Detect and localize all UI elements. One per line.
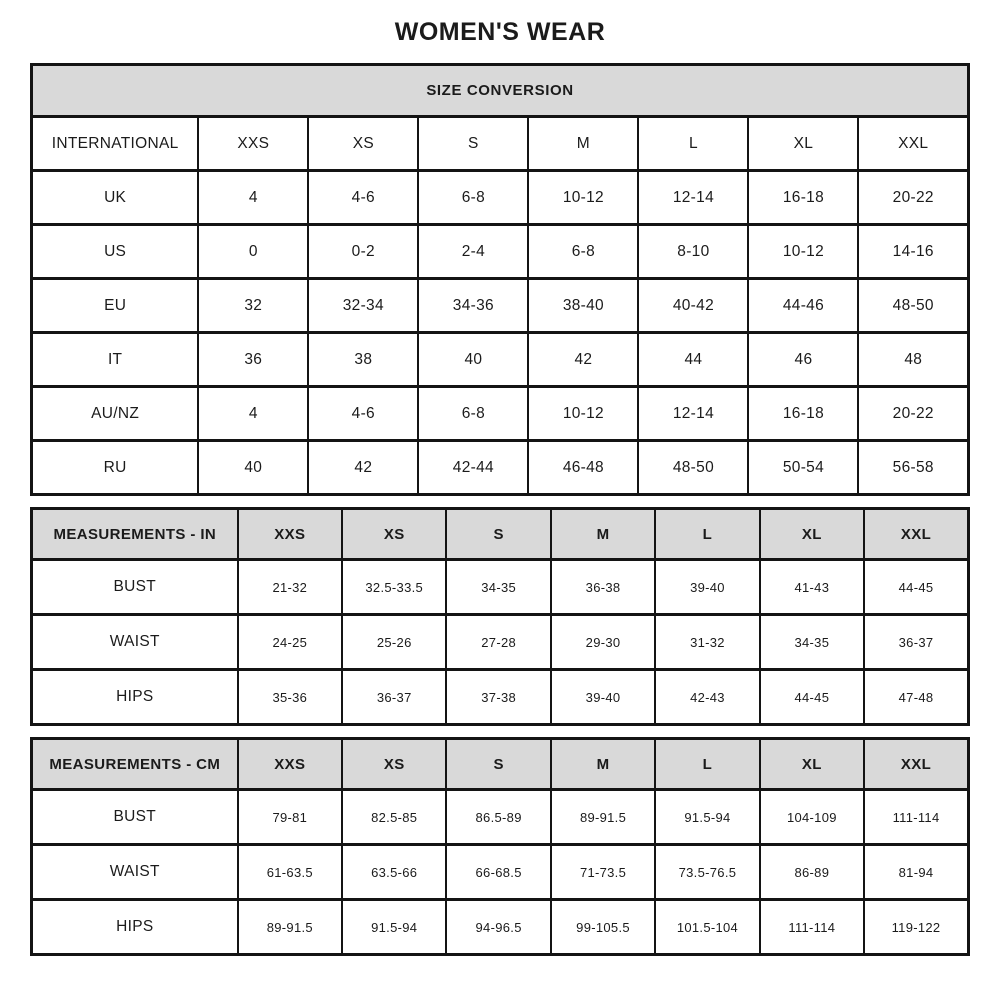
col-header-xxl: XXL xyxy=(864,509,968,560)
size-cell: 32-34 xyxy=(308,279,418,333)
measure-cell: 31-32 xyxy=(655,615,759,670)
table-row-eu xyxy=(32,279,969,333)
row-label: AU/NZ xyxy=(32,387,199,441)
measure-cell: 104-109 xyxy=(760,790,864,845)
measure-cell: 79-81 xyxy=(238,790,342,845)
table-row-bust-cm xyxy=(32,790,969,845)
col-header-xxl: XXL xyxy=(864,739,968,790)
measure-cell: 36-38 xyxy=(551,560,655,615)
size-cell: 10-12 xyxy=(748,225,858,279)
size-cell: 40 xyxy=(418,333,528,387)
measure-cell: 66-68.5 xyxy=(446,845,550,900)
size-cell: 42 xyxy=(308,441,418,495)
size-cell: 6-8 xyxy=(528,225,638,279)
col-header-xxs: XXS xyxy=(238,739,342,790)
size-cell: 40 xyxy=(198,441,308,495)
measure-cell: 89-91.5 xyxy=(238,900,342,955)
size-cell: 48-50 xyxy=(858,279,968,333)
measure-cell: 99-105.5 xyxy=(551,900,655,955)
col-header-m: M xyxy=(551,509,655,560)
measurements-in-header-row xyxy=(32,509,969,560)
measure-cell: 63.5-66 xyxy=(342,845,446,900)
size-cell: 42-44 xyxy=(418,441,528,495)
col-header-international: INTERNATIONAL xyxy=(32,117,199,171)
size-cell: 46 xyxy=(748,333,858,387)
size-cell: 0-2 xyxy=(308,225,418,279)
row-label: BUST xyxy=(32,790,238,845)
size-conversion-table xyxy=(30,63,970,496)
size-cell: 16-18 xyxy=(748,387,858,441)
size-cell: 46-48 xyxy=(528,441,638,495)
size-cell: 2-4 xyxy=(418,225,528,279)
measure-cell: 41-43 xyxy=(760,560,864,615)
size-cell: 4 xyxy=(198,387,308,441)
table-row-waist-cm xyxy=(32,845,969,900)
table-row-bust-in xyxy=(32,560,969,615)
page-title: WOMEN'S WEAR xyxy=(394,18,606,46)
table-row-it xyxy=(32,333,969,387)
measure-cell: 44-45 xyxy=(760,670,864,725)
col-header-measurements-cm: MEASUREMENTS - CM xyxy=(32,739,238,790)
row-label: BUST xyxy=(32,560,238,615)
measure-cell: 86-89 xyxy=(760,845,864,900)
size-cell: 20-22 xyxy=(858,171,968,225)
size-cell: 40-42 xyxy=(638,279,748,333)
size-cell: 44 xyxy=(638,333,748,387)
row-label: UK xyxy=(32,171,199,225)
row-label: WAIST xyxy=(32,845,238,900)
row-label: HIPS xyxy=(32,900,238,955)
size-cell: 10-12 xyxy=(528,171,638,225)
measure-cell: 44-45 xyxy=(864,560,968,615)
table-row-hips-cm xyxy=(32,900,969,955)
table-row-ru xyxy=(32,441,969,495)
measure-cell: 101.5-104 xyxy=(655,900,759,955)
col-header-xs: XS xyxy=(308,117,418,171)
measure-cell: 32.5-33.5 xyxy=(342,560,446,615)
row-label: HIPS xyxy=(32,670,238,725)
size-cell: 12-14 xyxy=(638,171,748,225)
col-header-m: M xyxy=(551,739,655,790)
col-header-xl: XL xyxy=(760,509,864,560)
size-cell: 42 xyxy=(528,333,638,387)
col-header-l: L xyxy=(655,509,759,560)
col-header-measurements-in: MEASUREMENTS - IN xyxy=(32,509,238,560)
size-cell: 10-12 xyxy=(528,387,638,441)
measure-cell: 119-122 xyxy=(864,900,968,955)
measure-cell: 29-30 xyxy=(551,615,655,670)
col-header-xxs: XXS xyxy=(198,117,308,171)
measure-cell: 39-40 xyxy=(655,560,759,615)
col-header-s: S xyxy=(418,117,528,171)
col-header-s: S xyxy=(446,739,550,790)
measure-cell: 81-94 xyxy=(864,845,968,900)
measurements-cm-table xyxy=(30,737,970,956)
col-header-xs: XS xyxy=(342,509,446,560)
measure-cell: 34-35 xyxy=(446,560,550,615)
size-conversion-banner: SIZE CONVERSION xyxy=(32,65,969,117)
measure-cell: 35-36 xyxy=(238,670,342,725)
measure-cell: 34-35 xyxy=(760,615,864,670)
col-header-xs: XS xyxy=(342,739,446,790)
size-cell: 8-10 xyxy=(638,225,748,279)
measure-cell: 39-40 xyxy=(551,670,655,725)
table-row-hips-in xyxy=(32,670,969,725)
col-header-m: M xyxy=(528,117,638,171)
measure-cell: 21-32 xyxy=(238,560,342,615)
size-cell: 48-50 xyxy=(638,441,748,495)
size-cell: 4 xyxy=(198,171,308,225)
size-cell: 0 xyxy=(198,225,308,279)
table-row-us xyxy=(32,225,969,279)
row-label: US xyxy=(32,225,199,279)
size-cell: 14-16 xyxy=(858,225,968,279)
measure-cell: 82.5-85 xyxy=(342,790,446,845)
measure-cell: 111-114 xyxy=(760,900,864,955)
measure-cell: 91.5-94 xyxy=(655,790,759,845)
measure-cell: 91.5-94 xyxy=(342,900,446,955)
size-cell: 56-58 xyxy=(858,441,968,495)
col-header-l: L xyxy=(638,117,748,171)
size-header-row xyxy=(32,117,969,171)
size-cell: 12-14 xyxy=(638,387,748,441)
col-header-xxl: XXL xyxy=(858,117,968,171)
row-label: RU xyxy=(32,441,199,495)
measurements-in-table xyxy=(30,507,970,726)
table-row-uk xyxy=(32,171,969,225)
measure-cell: 47-48 xyxy=(864,670,968,725)
row-label: EU xyxy=(32,279,199,333)
size-cell: 38 xyxy=(308,333,418,387)
measure-cell: 71-73.5 xyxy=(551,845,655,900)
measure-cell: 24-25 xyxy=(238,615,342,670)
measure-cell: 61-63.5 xyxy=(238,845,342,900)
size-cell: 6-8 xyxy=(418,387,528,441)
size-cell: 38-40 xyxy=(528,279,638,333)
size-cell: 6-8 xyxy=(418,171,528,225)
size-cell: 48 xyxy=(858,333,968,387)
col-header-xxs: XXS xyxy=(238,509,342,560)
size-cell: 34-36 xyxy=(418,279,528,333)
size-cell: 4-6 xyxy=(308,171,418,225)
table-row-waist-in xyxy=(32,615,969,670)
size-cell: 36 xyxy=(198,333,308,387)
size-cell: 20-22 xyxy=(858,387,968,441)
row-label: IT xyxy=(32,333,199,387)
measure-cell: 42-43 xyxy=(655,670,759,725)
size-cell: 4-6 xyxy=(308,387,418,441)
measure-cell: 73.5-76.5 xyxy=(655,845,759,900)
col-header-l: L xyxy=(655,739,759,790)
measure-cell: 94-96.5 xyxy=(446,900,550,955)
measure-cell: 36-37 xyxy=(864,615,968,670)
size-cell: 32 xyxy=(198,279,308,333)
measure-cell: 111-114 xyxy=(864,790,968,845)
size-cell: 50-54 xyxy=(748,441,858,495)
measure-cell: 27-28 xyxy=(446,615,550,670)
measure-cell: 86.5-89 xyxy=(446,790,550,845)
measure-cell: 37-38 xyxy=(446,670,550,725)
size-cell: 44-46 xyxy=(748,279,858,333)
col-header-s: S xyxy=(446,509,550,560)
measure-cell: 36-37 xyxy=(342,670,446,725)
col-header-xl: XL xyxy=(760,739,864,790)
measurements-cm-header-row xyxy=(32,739,969,790)
measure-cell: 25-26 xyxy=(342,615,446,670)
table-row-aunz xyxy=(32,387,969,441)
measure-cell: 89-91.5 xyxy=(551,790,655,845)
col-header-xl: XL xyxy=(748,117,858,171)
size-cell: 16-18 xyxy=(748,171,858,225)
row-label: WAIST xyxy=(32,615,238,670)
size-banner-row xyxy=(32,65,969,117)
